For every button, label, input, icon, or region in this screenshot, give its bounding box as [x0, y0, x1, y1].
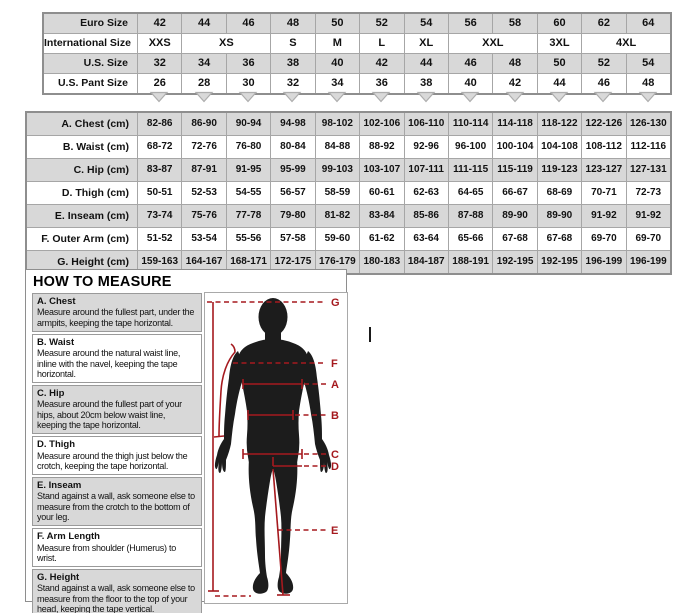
- measure-cell: 51-52: [137, 227, 181, 250]
- size-cell: 26: [137, 73, 181, 93]
- size-cell: 28: [181, 73, 225, 93]
- us-pant-size-row: [44, 73, 670, 93]
- measure-cell: 81-82: [315, 204, 359, 227]
- size-cell: 50: [315, 14, 359, 33]
- measure-instruction: [32, 385, 202, 434]
- size-cell: XL: [404, 33, 448, 53]
- down-triangle-icon: [149, 91, 169, 103]
- measure-cell: 112-116: [626, 135, 670, 158]
- measure-cell: 100-104: [492, 135, 536, 158]
- instruction-text: Measure around the natural waist line, inline with the navel, keeping the tape horizontal.: [37, 348, 181, 379]
- size-cell: 42: [492, 73, 536, 93]
- body-silhouette-figure: [205, 293, 347, 603]
- measure-cell: 72-76: [181, 135, 225, 158]
- down-triangle-icon: [460, 91, 480, 103]
- measure-cell: 56-57: [270, 181, 314, 204]
- measure-cell: 72-73: [626, 181, 670, 204]
- size-cell: XXL: [448, 33, 537, 53]
- table-row: [27, 204, 670, 227]
- measure-row-label: B. Waist (cm): [27, 135, 137, 158]
- triangle-cell: [492, 91, 536, 105]
- label-e: E: [331, 525, 339, 537]
- triangle-cell: [270, 91, 314, 105]
- measure-cell: 103-107: [359, 158, 403, 181]
- triangle-cell: [626, 91, 670, 105]
- measure-cell: 168-171: [226, 250, 270, 273]
- measure-cell: 61-62: [359, 227, 403, 250]
- measure-cell: 176-179: [315, 250, 359, 273]
- triangle-cell: [315, 91, 359, 105]
- size-cell: 48: [270, 14, 314, 33]
- label-a: A: [331, 379, 339, 391]
- size-cell: 52: [581, 53, 625, 73]
- measure-cell: 82-86: [137, 113, 181, 135]
- measure-cell: 69-70: [581, 227, 625, 250]
- size-cell: 64: [626, 14, 670, 33]
- us-pant-size-label: U.S. Pant Size: [44, 73, 137, 93]
- measure-cell: 77-78: [226, 204, 270, 227]
- measure-row-label: C. Hip (cm): [27, 158, 137, 181]
- measure-cell: 68-69: [537, 181, 581, 204]
- measure-cell: 66-67: [492, 181, 536, 204]
- measure-cell: 104-108: [537, 135, 581, 158]
- instruction-text: Stand against a wall, ask someone else to measure from the floor to the top of your head, keeping the tape vertical.: [37, 583, 195, 613]
- measure-cell: 69-70: [626, 227, 670, 250]
- body-measurement-table: [25, 111, 672, 275]
- instruction-label: F. Arm Length: [37, 531, 100, 543]
- instruction-text: Measure around the thigh just below the crotch, keeping the tape horizontal.: [37, 450, 188, 471]
- measure-cell: 111-115: [448, 158, 492, 181]
- measure-cell: 91-92: [626, 204, 670, 227]
- measure-cell: 115-119: [492, 158, 536, 181]
- instruction-text: Stand against a wall, ask someone else to measure from the crotch to the bottom of your leg.: [37, 491, 195, 522]
- triangle-cell: [581, 91, 625, 105]
- measure-cell: 75-76: [181, 204, 225, 227]
- size-cell: 32: [137, 53, 181, 73]
- size-cell: 38: [270, 53, 314, 73]
- size-cell: 44: [537, 73, 581, 93]
- table-row: [27, 113, 670, 135]
- size-cell: 48: [492, 53, 536, 73]
- size-conversion-table: [42, 12, 672, 95]
- size-cell: 52: [359, 14, 403, 33]
- measure-cell: 76-80: [226, 135, 270, 158]
- size-cell: 54: [404, 14, 448, 33]
- measure-cell: 90-94: [226, 113, 270, 135]
- triangle-cell: [448, 91, 492, 105]
- size-cell: 36: [226, 53, 270, 73]
- size-cell: 34: [181, 53, 225, 73]
- measure-cell: 79-80: [270, 204, 314, 227]
- measure-cell: 106-110: [404, 113, 448, 135]
- label-b: B: [331, 410, 339, 422]
- instruction-label: C. Hip: [37, 388, 65, 400]
- down-triangle-icon: [505, 91, 525, 103]
- instruction-label: B. Waist: [37, 336, 75, 348]
- down-triangle-icon: [282, 91, 302, 103]
- instruction-label: E. Inseam: [37, 480, 82, 492]
- measure-cell: 123-127: [581, 158, 625, 181]
- size-cell: 62: [581, 14, 625, 33]
- measure-cell: 59-60: [315, 227, 359, 250]
- down-triangle-icon: [549, 91, 569, 103]
- table-row: [27, 181, 670, 204]
- us-size-label: U.S. Size: [44, 53, 137, 73]
- size-cell: 40: [315, 53, 359, 73]
- measure-cell: 83-87: [137, 158, 181, 181]
- measure-cell: 184-187: [404, 250, 448, 273]
- measure-cell: 89-90: [492, 204, 536, 227]
- instruction-text: Measure around the fullest part of your hips, about 20cm below waist line, keeping the tape horizontal.: [37, 399, 182, 430]
- measure-cell: 83-84: [359, 204, 403, 227]
- triangle-cell: [404, 91, 448, 105]
- label-d: D: [331, 461, 339, 473]
- instruction-text: Measure around the fullest part, under the armpits, keeping the tape horizontal.: [37, 307, 195, 328]
- measure-row-label: E. Inseam (cm): [27, 204, 137, 227]
- measure-cell: 188-191: [448, 250, 492, 273]
- size-cell: 50: [537, 53, 581, 73]
- size-cell: 30: [226, 73, 270, 93]
- measure-row-label: A. Chest (cm): [61, 118, 129, 130]
- measure-cell: 172-175: [270, 250, 314, 273]
- measure-cell: 85-86: [404, 204, 448, 227]
- measure-cell: 95-99: [270, 158, 314, 181]
- size-cell: 48: [626, 73, 670, 93]
- measure-cell: 192-195: [492, 250, 536, 273]
- size-cell: 58: [492, 14, 536, 33]
- measure-cell: 67-68: [492, 227, 536, 250]
- column-pointer-row: [137, 91, 670, 105]
- measure-cell: 52-53: [181, 181, 225, 204]
- measure-cell: 70-71: [581, 181, 625, 204]
- measure-row-label: D. Thigh (cm): [27, 181, 137, 204]
- size-cell: 36: [359, 73, 403, 93]
- measure-cell: 91-92: [581, 204, 625, 227]
- measure-cell: 99-103: [315, 158, 359, 181]
- measure-cell: 88-92: [359, 135, 403, 158]
- measure-cell: 96-100: [448, 135, 492, 158]
- measure-instruction: [32, 477, 202, 526]
- down-triangle-icon: [194, 91, 214, 103]
- triangle-cell: [359, 91, 403, 105]
- measure-cell: 110-114: [448, 113, 492, 135]
- size-cell: 42: [359, 53, 403, 73]
- label-g: G: [331, 297, 340, 309]
- measure-cell: 108-112: [581, 135, 625, 158]
- how-to-measure-panel: [25, 269, 347, 613]
- instruction-label: G. Height: [37, 572, 80, 584]
- how-to-measure-title: HOW TO MEASURE: [33, 274, 172, 290]
- measure-cell: 87-91: [181, 158, 225, 181]
- table-row: [27, 227, 670, 250]
- us-size-row: [44, 53, 670, 73]
- measure-cell: 62-63: [404, 181, 448, 204]
- measure-cell: 92-96: [404, 135, 448, 158]
- measure-cell: 159-163: [137, 250, 181, 273]
- measure-cell: 102-106: [359, 113, 403, 135]
- measure-cell: 65-66: [448, 227, 492, 250]
- size-cell: 56: [448, 14, 492, 33]
- size-cell: M: [315, 33, 359, 53]
- text-cursor-artifact: [369, 327, 371, 342]
- instruction-label: D. Thigh: [37, 439, 75, 451]
- triangle-cell: [137, 91, 181, 105]
- measure-cell: 58-59: [315, 181, 359, 204]
- instruction-list: [32, 293, 202, 613]
- measurement-letters: [331, 297, 340, 537]
- measure-cell: 196-199: [626, 250, 670, 273]
- international-size-label: International Size: [44, 33, 137, 53]
- measure-instruction: [32, 528, 202, 567]
- size-cell: 38: [404, 73, 448, 93]
- measure-cell: 164-167: [181, 250, 225, 273]
- measure-instruction: [32, 334, 202, 383]
- measure-cell: 55-56: [226, 227, 270, 250]
- measure-cell: 54-55: [226, 181, 270, 204]
- measure-instruction: [32, 569, 202, 613]
- size-cell: 34: [315, 73, 359, 93]
- triangle-cell: [181, 91, 225, 105]
- measure-cell: 50-51: [137, 181, 181, 204]
- size-cell: 46: [581, 73, 625, 93]
- size-cell: 32: [270, 73, 314, 93]
- size-cell: XS: [181, 33, 270, 53]
- man-silhouette: [215, 298, 331, 594]
- measure-instruction: [32, 436, 202, 475]
- measure-row-label: G. Height (cm): [27, 250, 137, 273]
- measure-cell: 87-88: [448, 204, 492, 227]
- size-cell: S: [270, 33, 314, 53]
- measure-cell: 84-88: [315, 135, 359, 158]
- size-cell: 44: [404, 53, 448, 73]
- size-cell: 46: [448, 53, 492, 73]
- table-row: [27, 135, 670, 158]
- measure-cell: 192-195: [537, 250, 581, 273]
- size-cell: XXS: [137, 33, 181, 53]
- size-cell: 40: [448, 73, 492, 93]
- measure-cell: 107-111: [404, 158, 448, 181]
- measure-cell: 119-123: [537, 158, 581, 181]
- down-triangle-icon: [638, 91, 658, 103]
- size-cell: 60: [537, 14, 581, 33]
- measure-cell: 68-72: [137, 135, 181, 158]
- body-diagram: [204, 292, 348, 604]
- euro-size-row: [44, 14, 670, 33]
- international-size-row: [44, 33, 670, 53]
- size-cell: 42: [137, 14, 181, 33]
- measure-cell: 63-64: [404, 227, 448, 250]
- size-cell: 44: [181, 14, 225, 33]
- measure-cell: 57-58: [270, 227, 314, 250]
- down-triangle-icon: [327, 91, 347, 103]
- measure-cell: 114-118: [492, 113, 536, 135]
- measure-cell: 122-126: [581, 113, 625, 135]
- measure-cell: 89-90: [537, 204, 581, 227]
- measure-cell: 196-199: [581, 250, 625, 273]
- measure-row-label: F. Outer Arm (cm): [27, 227, 137, 250]
- size-cell: L: [359, 33, 403, 53]
- measure-cell: 118-122: [537, 113, 581, 135]
- down-triangle-icon: [238, 91, 258, 103]
- measure-cell: 73-74: [137, 204, 181, 227]
- measure-cell: 126-130: [626, 113, 670, 135]
- measure-cell: 91-95: [226, 158, 270, 181]
- down-triangle-icon: [416, 91, 436, 103]
- euro-size-label: Euro Size: [80, 17, 128, 29]
- triangle-cell: [537, 91, 581, 105]
- measure-cell: 53-54: [181, 227, 225, 250]
- measure-cell: 86-90: [181, 113, 225, 135]
- down-triangle-icon: [593, 91, 613, 103]
- measure-instruction: [32, 293, 202, 332]
- size-cell: 46: [226, 14, 270, 33]
- triangle-cell: [226, 91, 270, 105]
- table-row: [27, 158, 670, 181]
- measure-cell: 64-65: [448, 181, 492, 204]
- label-f: F: [331, 358, 338, 370]
- down-triangle-icon: [371, 91, 391, 103]
- instruction-label: A. Chest: [37, 296, 76, 307]
- measure-cell: 67-68: [537, 227, 581, 250]
- measure-cell: 60-61: [359, 181, 403, 204]
- size-cell: 3XL: [537, 33, 581, 53]
- measure-cell: 94-98: [270, 113, 314, 135]
- label-c: C: [331, 449, 339, 461]
- measure-cell: 180-183: [359, 250, 403, 273]
- measure-cell: 127-131: [626, 158, 670, 181]
- measure-cell: 98-102: [315, 113, 359, 135]
- size-cell: 54: [626, 53, 670, 73]
- size-cell: 4XL: [581, 33, 670, 53]
- measure-cell: 80-84: [270, 135, 314, 158]
- instruction-text: Measure from shoulder (Humerus) to wrist.: [37, 542, 177, 563]
